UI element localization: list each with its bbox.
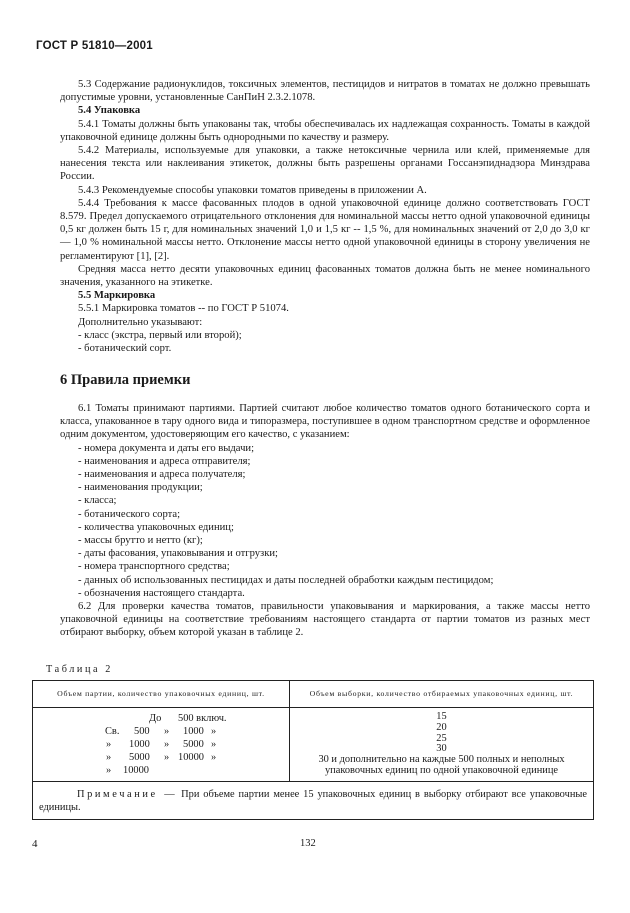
lot-range-text: 1000	[129, 739, 150, 750]
clause-6-1: 6.1 Томаты принимают партиями. Партией считают любое количество томатов одного ботанического сорта и класса, упакованное в тару одного вида и типоразмера, поступившее в одном транспортном средстве и оформленное одним документом, удостоверяющим его качество, с указанием:	[60, 403, 590, 441]
table-header-lot-size: Объем партии, количество упаковочных единиц, шт.	[33, 681, 290, 708]
list-item: - обозначения настоящего стандарта.	[78, 587, 245, 599]
lot-range-text: 5000	[129, 752, 150, 763]
lot-range-text: »	[164, 739, 170, 750]
clause-5-4-title: 5.4 Упаковка	[78, 105, 141, 117]
list-item: - количества упаковочных единиц;	[78, 521, 234, 533]
clause-5-4-4-average: Средняя масса нетто десяти упаковочных единиц фасованных томатов должна быть не менее номинального значения, указанного на этикетке.	[60, 263, 590, 289]
lot-range-text: »	[106, 752, 112, 763]
list-item: - класс (экстра, первый или второй);	[78, 329, 242, 341]
sample-size-value: 30	[436, 743, 447, 755]
clause-6-2: 6.2 Для проверки качества томатов, правильности упаковывания и маркирования, а также массы нетто упаковочной единицы на соответствие требованиям настоящего стандарта от партии томатов из разных мест отбирают выборку, объем которой указан в таблице 2.	[60, 601, 590, 639]
lot-range-text: »	[164, 752, 170, 763]
list-item: - массы брутто и нетто (кг);	[78, 535, 203, 547]
clause-5-5-title: 5.5 Маркировка	[78, 290, 156, 302]
lot-range-text: »	[211, 739, 217, 750]
lot-range-text: 1000	[183, 726, 204, 737]
clause-5-5-1-additional: Дополнительно указывают:	[78, 316, 203, 328]
section-6-body	[60, 402, 590, 640]
sample-size-table	[32, 680, 594, 820]
note-text: При объеме партии менее 15 упаковочных единиц в выборку отбирают все упаковочные единицы.	[39, 789, 587, 813]
lot-range-text: »	[106, 765, 112, 776]
clause-5-4-2: 5.4.2 Материалы, используемые для упаковки, а также нетоксичные чернила или клей, применяемые для нанесения текста или наклеивания этикеток, должны быть разрешены органами Госсанэпиднадзора Минздрава России.	[60, 145, 590, 183]
list-item: - наименования и адреса отправителя;	[78, 455, 251, 467]
footer-number: 132	[300, 838, 316, 849]
table-caption: Таблица 2	[46, 664, 113, 675]
sample-size-value: 30 и дополнительно на каждые 500 полных и неполных	[318, 754, 565, 766]
clause-5-5-1: 5.5.1 Маркировка томатов -- по ГОСТ Р 51074.	[78, 303, 289, 315]
list-item: - наименования и адреса получателя;	[78, 469, 246, 481]
sample-size-value: 25	[436, 732, 447, 744]
list-item: - ботанический сорт.	[78, 343, 172, 355]
lot-range-text: 10000	[123, 765, 149, 776]
list-item: - даты фасования, упаковывания и отгрузки;	[78, 548, 278, 560]
list-item: - класса;	[78, 495, 117, 507]
sample-size-value: 15	[436, 711, 447, 722]
clause-5-3: 5.3 Содержание радионуклидов, токсичных элементов, пестицидов и нитратов в томатах не должно превышать допустимые уровни, установленные СанПиН 2.3.2.1078.	[60, 79, 590, 104]
clause-5-4-4: 5.4.4 Требования к массе фасованных плодов в одной упаковочной единице должно соответствовать ГОСТ 8.579. Предел допускаемого отрицательного отклонения для номинальной массы нетто одной упаковочной единицы 0,5 кг должен быть 15 г, для номинальных значений 1,0 и 1,5 кг -- 1,5 %, для номинальных значений от 2,0 до 3,0 кг — 1,0 % номинальной массы нетто. Отклонение массы нетто одной упаковочной единицы в сторону увеличения не регламентируют [1], [2].	[60, 197, 590, 262]
list-item: - данных об использованных пестицидах и даты последней обработки каждым пестицидом;	[78, 574, 494, 586]
lot-range-text: Св.	[105, 726, 120, 737]
clause-5-4-3: 5.4.3 Рекомендуемые способы упаковки томатов приведены в приложении А.	[78, 184, 427, 196]
section-5-continued	[60, 78, 590, 355]
sample-size-value: упаковочных единиц по одной упаковочной единице	[324, 764, 559, 776]
table-note	[33, 782, 594, 820]
lot-range-text: 10000	[178, 752, 204, 763]
sample-size-value: 20	[436, 721, 447, 733]
list-item: - номера документа и даты его выдачи;	[78, 442, 255, 454]
clause-5-4-1: 5.4.1 Томаты должны быть упакованы так, чтобы обеспечивалась их надлежащая сохранность. Томаты в каждой упаковочной единице должны быть однородными по качеству и размеру.	[60, 118, 590, 143]
list-item: - ботанического сорта;	[78, 508, 181, 520]
lot-range-text: »	[164, 726, 170, 737]
document-header: ГОСТ Р 51810—2001	[36, 40, 153, 52]
lot-range-text: »	[211, 726, 217, 737]
section-6-title: 6 Правила приемки	[60, 372, 191, 388]
lot-range-text: »	[106, 739, 112, 750]
table-header-sample-size: Объем выборки, количество отбираемых упаковочных единиц, шт.	[290, 681, 594, 708]
page-number: 4	[32, 838, 38, 850]
lot-range-text: »	[211, 752, 217, 763]
lot-range-text: 500 включ.	[178, 713, 227, 724]
lot-range-text: До	[149, 713, 162, 724]
list-item: - номера транспортного средства;	[78, 561, 230, 573]
lot-range-text: 500	[134, 726, 150, 737]
lot-size-cell	[33, 708, 290, 782]
sample-size-cell	[290, 708, 594, 782]
lot-range-text: 5000	[183, 739, 204, 750]
note-label: Примечание —	[77, 789, 178, 800]
list-item: - наименования продукции;	[78, 482, 203, 494]
